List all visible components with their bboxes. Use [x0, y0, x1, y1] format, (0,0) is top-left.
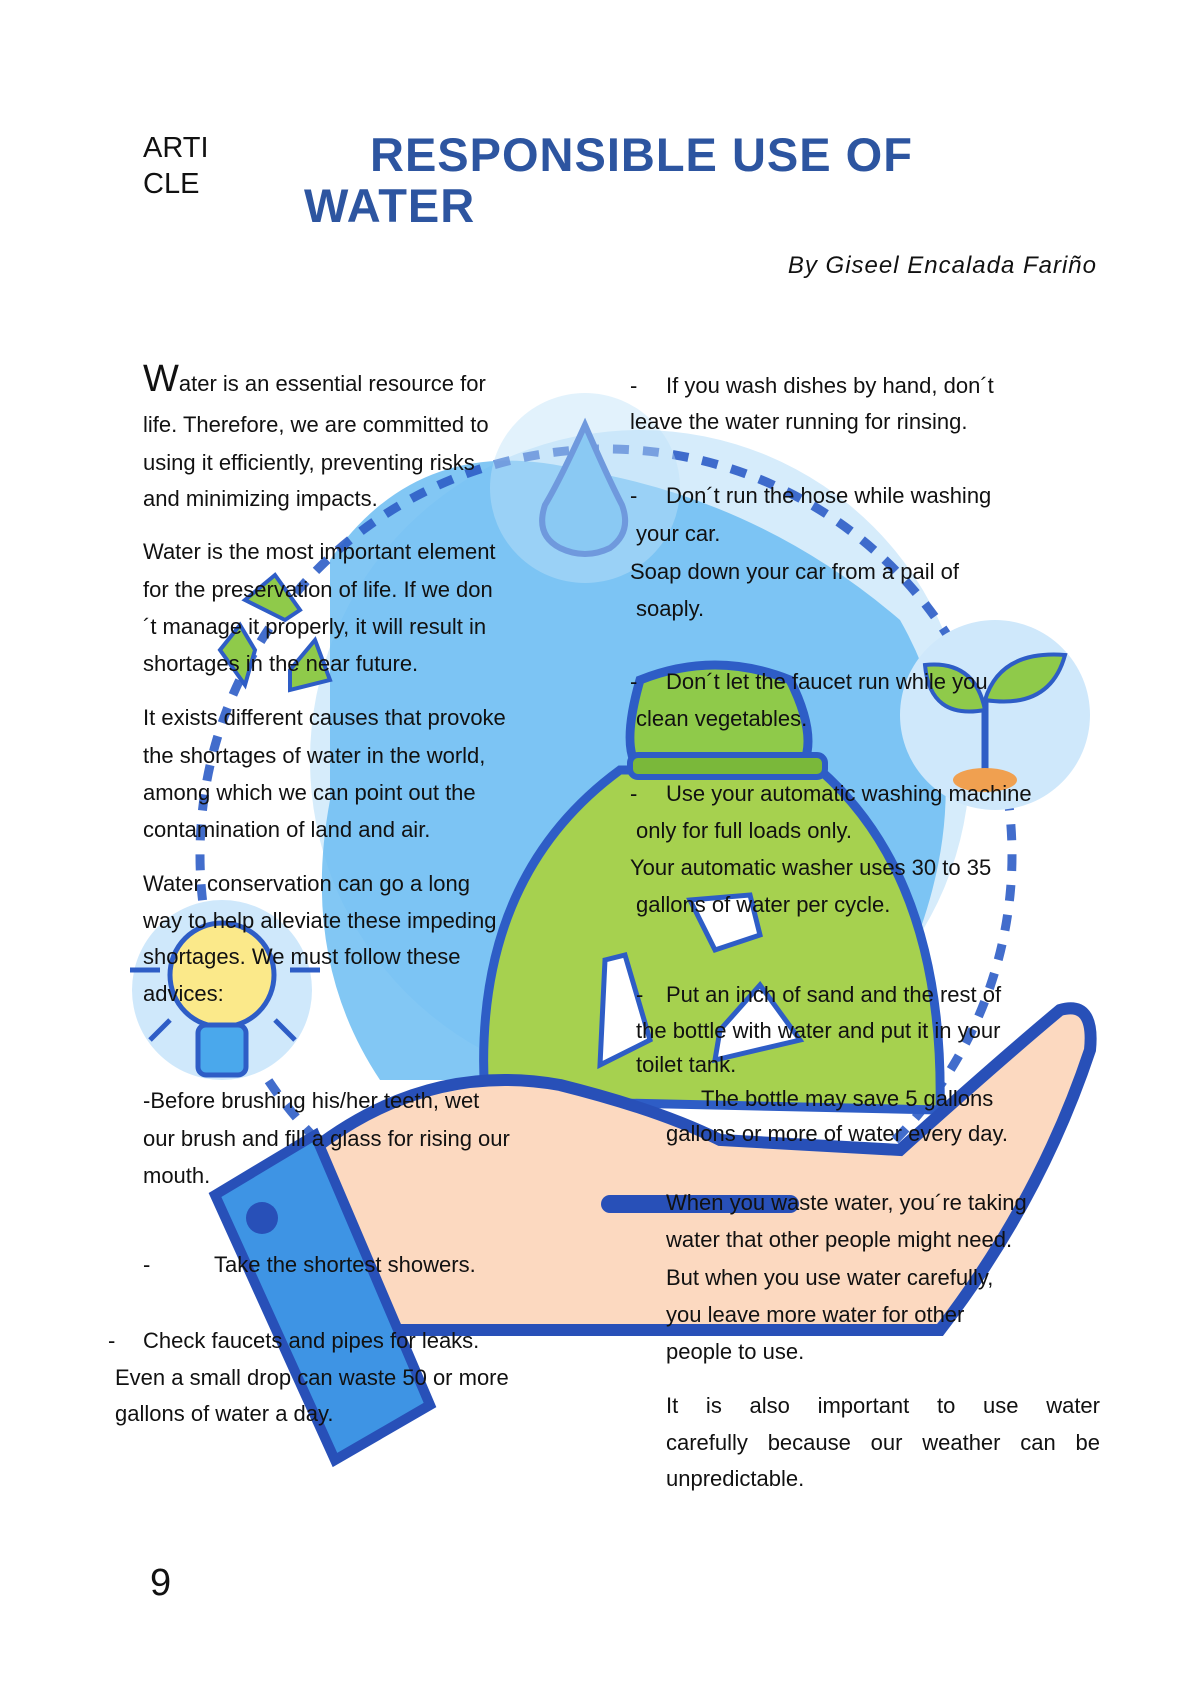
text-line: The bottle may save 5 gallons	[701, 1086, 994, 1111]
text-line: only for full loads only.	[636, 818, 853, 843]
text-line: shortages. We must follow these	[143, 944, 461, 969]
text-line: gallons of water a day.	[115, 1401, 334, 1426]
text-line: among which we can point out the	[143, 780, 476, 805]
text-line: you leave more water for other	[666, 1302, 965, 1327]
text-line: -Before brushing his/her teeth, wet	[143, 1088, 480, 1113]
text-line: for the preservation of life. If we don	[143, 577, 493, 602]
text-line: If you wash dishes by hand, don´t	[666, 373, 994, 398]
text-line: Even a small drop can waste 50 or more	[115, 1365, 509, 1390]
text-line: leave the water running for rinsing.	[630, 409, 968, 434]
drop-cap: W	[143, 358, 179, 400]
text-line: unpredictable.	[666, 1466, 805, 1491]
text-line: water that other people might need.	[666, 1227, 1013, 1252]
text-line: Check faucets and pipes for leaks.	[143, 1328, 480, 1353]
text-line: Your automatic washer uses 30 to 35	[630, 855, 992, 880]
bullet-dash: -	[630, 669, 638, 694]
text-line: gallons of water per cycle.	[636, 892, 891, 917]
bullet-dash: -	[630, 373, 638, 398]
text-line: Don´t let the faucet run while you	[666, 669, 988, 694]
text-line: It is also important to use water	[666, 1393, 1100, 1418]
text-line: Use your automatic washing machine	[666, 781, 1032, 806]
bullet-dash: -	[143, 1252, 151, 1277]
text-line: mouth.	[143, 1163, 211, 1188]
bullet-dash: -	[630, 781, 638, 806]
text-line: life. Therefore, we are committed to	[143, 412, 489, 437]
text-line: Take the shortest showers.	[214, 1252, 476, 1277]
author-byline: By Giseel Encalada Fariño	[787, 252, 1097, 279]
section-tag	[143, 130, 209, 202]
text-line: shortages in the near future.	[143, 651, 419, 676]
text-line: our brush and fill a glass for rising our	[143, 1126, 510, 1151]
text-line: ´t manage it properly, it will result in	[143, 614, 487, 639]
text-line: It exists different causes that provoke	[143, 705, 506, 730]
text-line: Water is the most important element	[143, 539, 496, 564]
section-tag-line2: CLE	[143, 168, 200, 200]
text-line: carefully because our weather can be	[666, 1430, 1100, 1455]
text-line: toilet tank.	[636, 1052, 737, 1077]
article-title-line1: RESPONSIBLE USE OF	[370, 128, 913, 181]
text-line: contamination of land and air.	[143, 817, 431, 842]
page-number: 9	[150, 1562, 172, 1604]
section-tag-line1: ARTI	[143, 132, 209, 164]
text-line: the bottle with water and put it in your	[636, 1018, 1001, 1043]
text-line: soaply.	[636, 596, 705, 621]
text-line: Soap down your car from a pail of	[630, 559, 959, 584]
text-line: Don´t run the hose while washing	[666, 483, 992, 508]
text-line: But when you use water carefully,	[666, 1265, 994, 1290]
text-line: the shortages of water in the world,	[143, 743, 486, 768]
text-line: way to help alleviate these impeding	[143, 908, 497, 933]
text-line: advices:	[143, 981, 224, 1006]
text-line: Water conservation can go a long	[143, 871, 470, 896]
text-line: clean vegetables.	[636, 706, 808, 731]
text-line: Water is an essential resource for	[143, 358, 486, 400]
bullet-dash: -	[630, 483, 638, 508]
text-line: When you waste water, you´re taking	[666, 1190, 1027, 1215]
article-title-line2: WATER	[304, 179, 476, 232]
text-line: using it efficiently, preventing risks	[143, 450, 475, 475]
bullet-dash: -	[636, 982, 644, 1007]
text-line: people to use.	[666, 1339, 805, 1364]
text-line: your car.	[636, 521, 721, 546]
text-line: Put an inch of sand and the rest of	[666, 982, 1002, 1007]
text-line: gallons or more of water every day.	[666, 1121, 1008, 1146]
bullet-dash: -	[108, 1328, 116, 1353]
text-line: and minimizing impacts.	[143, 486, 378, 511]
